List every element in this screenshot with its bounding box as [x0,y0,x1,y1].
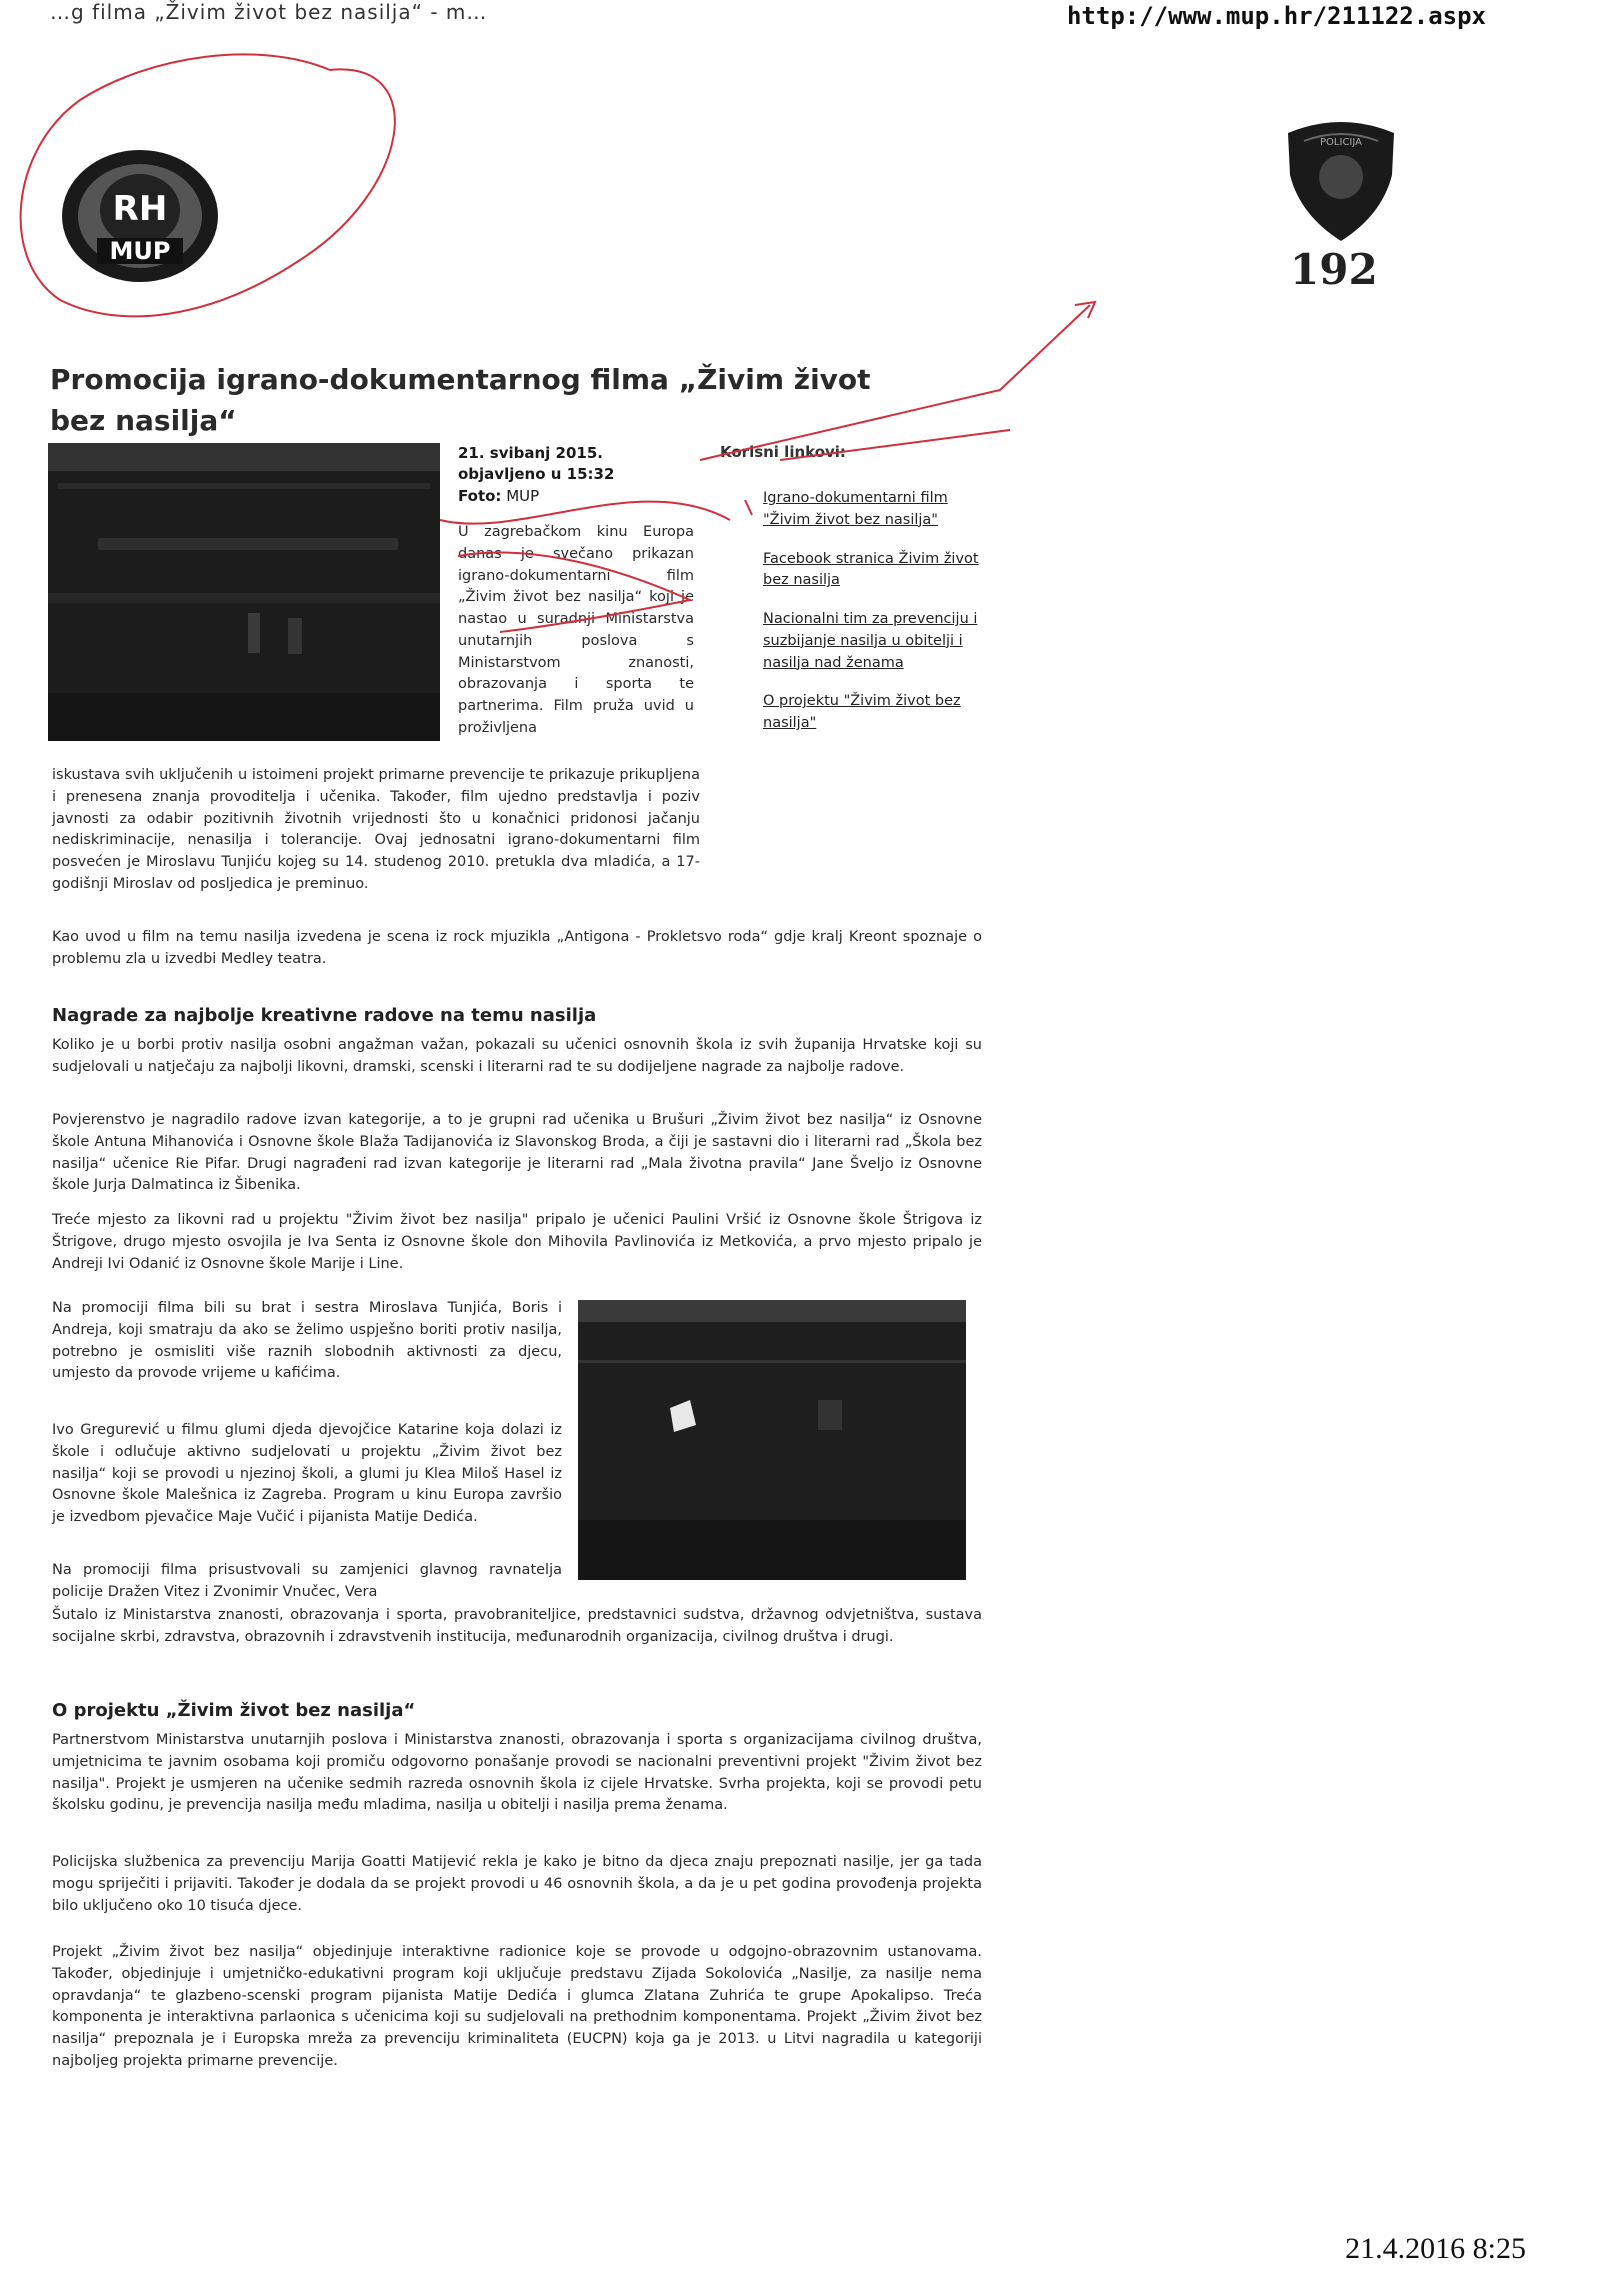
link-film[interactable]: Igrano-dokumentarni film "Živim život bez nasilja" [763,490,948,528]
project-paragraph-1: Partnerstvom Ministarstva unutarnjih poslova i Ministarstva znanosti, obrazovanja i sporta s organizacijama civilnog društva, umjetnicima te javnim osobama koji promiču odgovorno ponašanje provodi se nacionalni preventivni projekt "Živim život bez nasilja". Projekt je usmjeren na učenike sedmih razreda osnovnih škola iz cijele Hrvatske. Svrha projekta, koji se provodi petu školsku godinu, je prevencija nasilja među mladima, nasilja u obitelji i nasilja prema ženama. [52,1732,982,1814]
photo-credit-label: Foto: [458,486,502,505]
family-paragraph: Na promociji filma bili su brat i sestra Miroslava Tunjića, Boris i Andreja, koji smatraju da ako se želimo uspješno boriti protiv nasilja, potrebno je osmisliti više raznih slobodnih aktivnosti za djecu, umjesto da provode vrijeme u kafićima. [52,1300,562,1382]
police-badge-text: POLICIJA [1320,137,1362,148]
guests-paragraph-full: Šutalo iz Ministarstva znanosti, obrazovanja i sporta, pravobraniteljice, predstavnici sudstva, državnog odvjetništva, sustava socijalne skrbi, zdravstva, obrazovnih i zdravstvenih institucija, međunarodnih organizacija, civilnog društva i drugi. [52,1607,982,1645]
intro-paragraph-full: iskustava svih uključenih u istoimeni projekt primarne prevencije te prikazuje prikupljena i prenesena znanja provoditelja i učenika. Također, film ujedno predstavlja i poziv javnosti za odabir pozitivnih životnih vrijednosti što u konačnici pridonosi jačanju nediskriminacije, nenasilja i tolerancije. Ovaj jednosatni igrano-dokumentarni film posvećen je Miroslavu Tunjiću kojeg su 14. studenog 2010. pretukla dva mladića, a 17-godišnji Miroslav od posljedica je preminuo. [52,767,700,892]
link-national-team[interactable]: Nacionalni tim za prevenciju i suzbijanje nasilja u obitelji i nasilja nad ženama [763,611,978,671]
underline-mark-2 [458,553,690,632]
browser-tab-title: …g filma „Živim život bez nasilja“ - m… [50,0,488,24]
link-about-project[interactable]: O projektu "Živim život bez nasilja" [763,693,961,731]
article-date: 21. svibanj 2015. [458,444,603,462]
useful-links-title: Korisni linkovi: [720,443,846,461]
mup-logo-text: MUP [109,237,171,265]
arrow-line-2 [780,430,1010,460]
intro-paragraph-wrapped: U zagrebačkom kinu Europa danas je svečano prikazan igrano-dokumentarni film „Živim život bez nasilja“ koji je nastao u suradnji Ministarstva unutarnjih poslova s Ministarstvom znanosti, obrazovanja i sporta te partnerima. Film pruža uvid u proživljena [458,524,694,736]
intro-scene-paragraph: Kao uvod u film na temu nasilja izvedena je scena iz rock mjuzikla „Antigona - Prokletsvo roda“ gdje kralj Kreont spoznaje o problemu zla u izvedbi Medley teatra. [52,929,982,967]
section-heading-project: O projektu „Živim život bez nasilja“ [52,1700,416,1721]
page-number: 192 [1290,245,1378,294]
section-heading-awards: Nagrade za najbolje kreativne radove na temu nasilja [52,1005,597,1026]
article-published: objavljeno u 15:32 [458,465,615,484]
project-paragraph-2: Policijska službenica za prevenciju Marija Goatti Matijević rekla je kako je bitno da djeca znaju prepoznati nasilje, jer ga tada mogu spriječiti i prijaviti. Također je dodala da se projekt provodi u 46 osnovnih škola, a da je u pet godina provođenja projekta bilo uključeno oko 10 tisuća djece. [52,1854,982,1914]
logo-circle-mark [21,54,395,316]
awards-paragraph-1: Koliko je u borbi protiv nasilja osobni angažman važan, pokazali su učenici osnovnih škola iz svih županija Hrvatske koji su sudjelovali u natječaju za najbolji likovni, dramski, scenski i literarni rad te su dodijeljene nagrade za najbolje radove. [52,1037,982,1075]
stamp-date: 21.4.2016 8:25 [1345,2232,1526,2265]
underline-mark-1 [440,502,730,524]
article-title: Promocija igrano-dokumentarnog filma „Živim život bez nasilja“ [50,363,871,437]
link-facebook[interactable]: Facebook stranica Živim život bez nasilja [763,550,979,589]
tick-mark [745,500,752,515]
guests-paragraph-wrapped: Na promociji filma prisustvovali su zamjenici glavnog ravnatelja policije Dražen Vitez i Zvonimir Vnučec, Vera [52,1562,562,1600]
photo-credit: MUP [506,486,540,505]
awards-paragraph-2: Povjerenstvo je nagradilo radove izvan kategorije, a to je grupni rad učenika u Brušuri „Živim život bez nasilja“ iz Osnovne škole Antuna Mihanovića i Osnovne škole Blaža Tadijanovića iz Slavonskog Broda, a čiji je sastavni dio i literarni rad „Škola bez nasilja“ učenice Rie Pifar. Drugi nagrađeni rad izvan kategorije je literarni rad „Mala životna pravila“ Jane Šveljo iz Osnovne škole Jurja Dalmatinca iz Šibenika. [52,1112,982,1194]
project-paragraph-3: Projekt „Živim život bez nasilja“ objedinjuje interaktivne radionice koje se provode u odgojno-obrazovnim ustanovama. Također, objedinjuje i umjetničko-edukativni program koji uključuje predstavu Zijada Sokolovića „Nasilje, za nasilje nema opravdanja“ te glazbeno-scenski program pijanista Matije Dedića i glumca Zlatana Zuhrića te grupe Apokalipso. Treća komponenta je interaktivna parlaonica s učenicima koji su sudjelovali na prethodnim komponentama. Projekt „Živim život bez nasilja“ prepoznala je i Europska mreža za prevenciju kriminaliteta (EUCPN) koja ga je 2013. u Litvi nagradila u kategoriji najboljeg projekta primarne prevencije. [52,1944,982,2069]
mup-logo-monogram: RH [112,189,168,229]
awards-paragraph-3: Treće mjesto za likovni rad u projektu "Živim život bez nasilja" pripalo je učenici Paulini Vršić iz Osnovne škole Štrigova iz Štrigove, drugo mjesto osvojila je Iva Senta iz Osnovne škole don Mihovila Pavlinovića iz Metkovića, a prvo mjesto pripalo je Andreji Ivi Odanić iz Osnovne škole Marije i Line. [52,1212,982,1272]
arrow-line-1 [700,305,1090,460]
page-url: http://www.mup.hr/211122.aspx [1066,2,1486,30]
actors-paragraph: Ivo Gregurević u filmu glumi djeda djevojčice Katarine koja dolazi iz škole i odlučuje aktivno sudjelovati u projektu „Živim život bez nasilja“ koji se provodi u njezinoj školi, a glumi ju Klea Miloš Hasel iz Osnovne škole Malešnica iz Zagreba. Program u kinu Europa završio je izvedbom pjevačice Maje Vučić i pijanista Matije Dedića. [52,1422,562,1525]
